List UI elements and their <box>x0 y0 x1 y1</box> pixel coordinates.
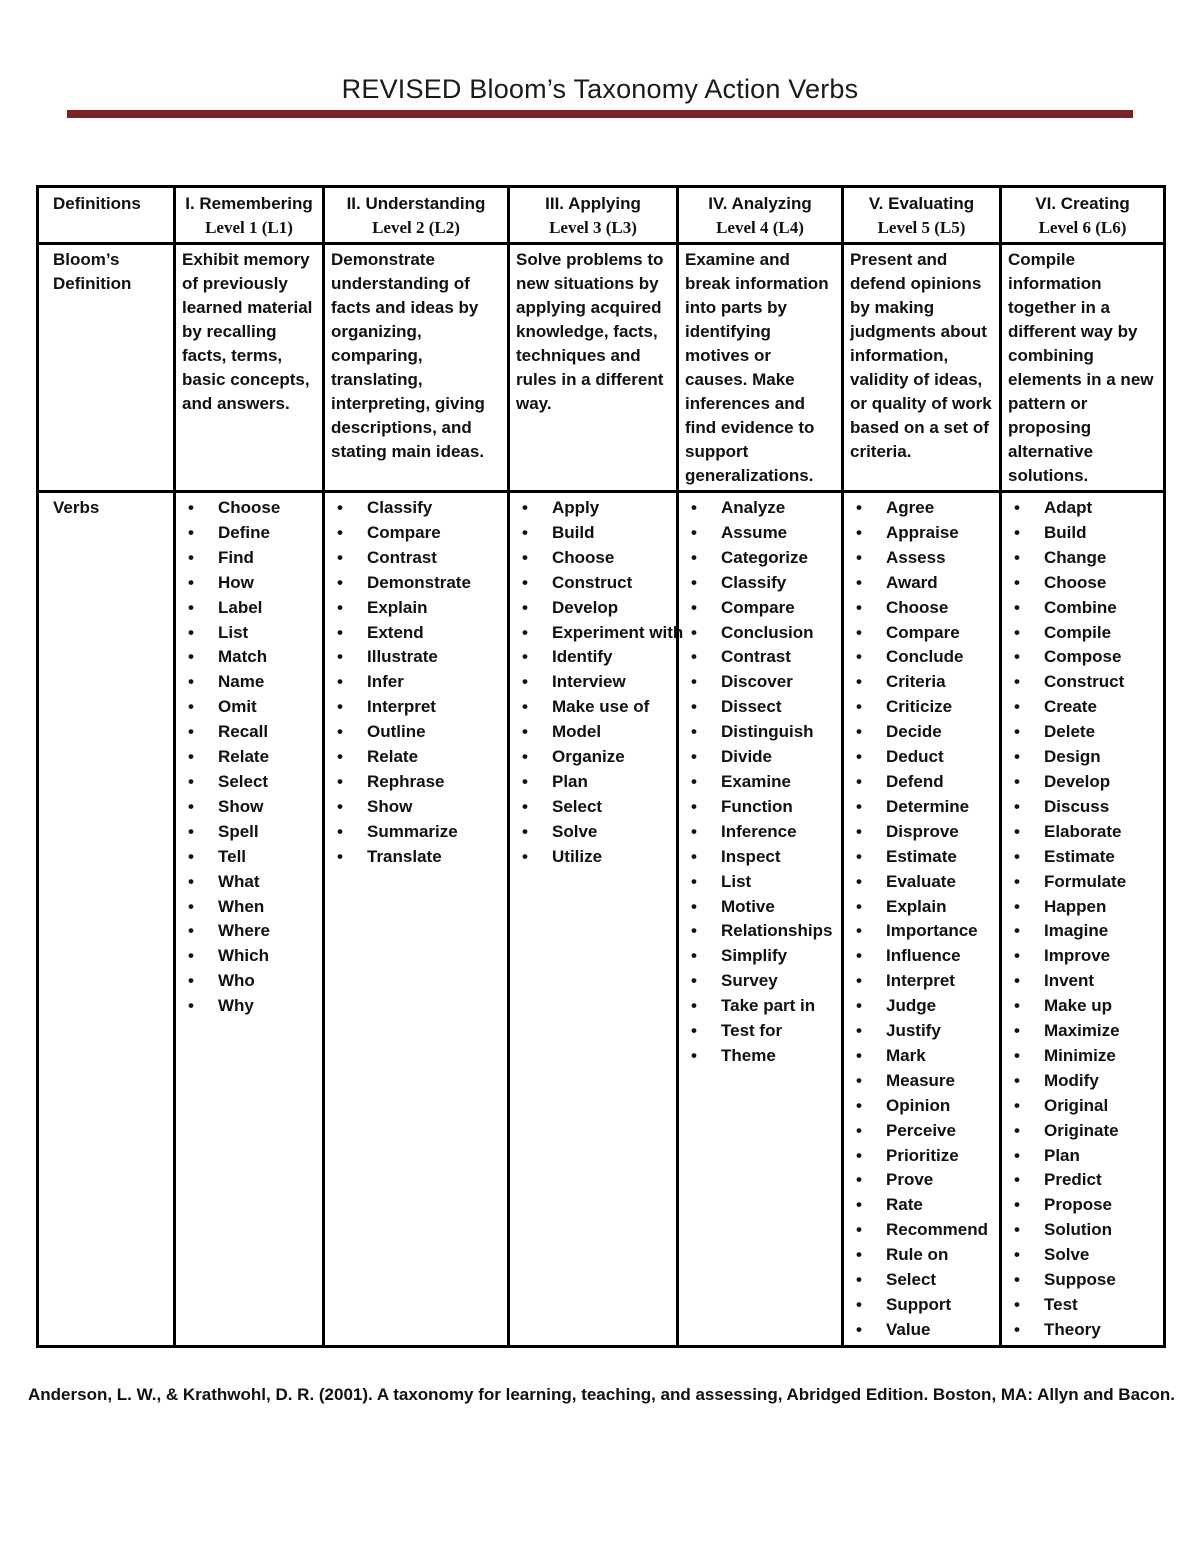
verb-item: • Spell <box>182 820 316 845</box>
verb-item: • Deduct <box>850 745 993 770</box>
level-number: Level 3 (L3) <box>549 218 637 237</box>
verbs-cell <box>1001 492 1165 1347</box>
level-header <box>509 187 678 244</box>
verb-list <box>685 496 835 1069</box>
verb-item: • Compose <box>1008 645 1157 670</box>
level-number: Level 1 (L1) <box>205 218 293 237</box>
verb-item: • Solution <box>1008 1218 1157 1243</box>
verb-item: • Show <box>182 795 316 820</box>
verb-item: • Disprove <box>850 820 993 845</box>
verb-item: • Discover <box>685 670 835 695</box>
level-header <box>324 187 509 244</box>
verb-item: • Suppose <box>1008 1268 1157 1293</box>
verb-item: • Test for <box>685 1019 835 1044</box>
verb-item: • Solve <box>516 820 670 845</box>
verb-item: • Select <box>182 770 316 795</box>
verb-item: • Classify <box>685 571 835 596</box>
verb-item: • Improve <box>1008 944 1157 969</box>
verb-item: • Distinguish <box>685 720 835 745</box>
verbs-row <box>38 492 1165 1347</box>
verb-item: • Original <box>1008 1094 1157 1119</box>
verb-item: • Choose <box>182 496 316 521</box>
verb-item: • Compare <box>850 621 993 646</box>
verb-item: • Show <box>331 795 501 820</box>
verb-item: • Estimate <box>850 845 993 870</box>
verb-item: • Importance <box>850 919 993 944</box>
verb-item: • Design <box>1008 745 1157 770</box>
verb-item: • Minimize <box>1008 1044 1157 1069</box>
verb-item: • Utilize <box>516 845 670 870</box>
definition-row-label: Bloom’s Definition <box>38 244 175 492</box>
level-name: VI. Creating <box>1035 194 1130 213</box>
verb-item: • Analyze <box>685 496 835 521</box>
verb-item: • Rate <box>850 1193 993 1218</box>
verb-list <box>516 496 684 870</box>
verb-item: • Recall <box>182 720 316 745</box>
level-number: Level 5 (L5) <box>877 218 966 237</box>
verb-item: • Extend <box>331 621 501 646</box>
verb-item: • Summarize <box>331 820 501 845</box>
level-definition: Demonstrate understanding of facts and ideas by organizing, comparing, translating, interpreting, giving descriptions, and stating main ideas. <box>324 244 509 492</box>
verb-item: • Apply <box>516 496 670 521</box>
level-definition: Exhibit memory of previously learned material by recalling facts, terms, basic concepts, and answers. <box>175 244 324 492</box>
verb-item: • Explain <box>850 895 993 920</box>
level-header <box>678 187 843 244</box>
verb-item: • Criticize <box>850 695 993 720</box>
verb-item: • Compare <box>331 521 501 546</box>
verb-item: • Relate <box>331 745 501 770</box>
verb-item: • Imagine <box>1008 919 1157 944</box>
level-name: IV. Analyzing <box>708 194 812 213</box>
verb-item: • Divide <box>685 745 835 770</box>
verb-item: • Build <box>1008 521 1157 546</box>
verb-item: • Defend <box>850 770 993 795</box>
verb-item: • Demonstrate <box>331 571 501 596</box>
verb-item: • Choose <box>1008 571 1157 596</box>
level-header <box>175 187 324 244</box>
verb-item: • Compile <box>1008 621 1157 646</box>
verb-item: • Where <box>182 919 316 944</box>
verb-item: • Plan <box>516 770 670 795</box>
verb-list <box>182 496 316 1019</box>
verb-item: • Omit <box>182 695 316 720</box>
verb-item: • How <box>182 571 316 596</box>
verb-item: • Label <box>182 596 316 621</box>
verb-item: • Construct <box>516 571 670 596</box>
verb-item: • What <box>182 870 316 895</box>
verb-item: • Conclude <box>850 645 993 670</box>
verb-item: • Influence <box>850 944 993 969</box>
verb-item: • Inspect <box>685 845 835 870</box>
verb-item: • Adapt <box>1008 496 1157 521</box>
verb-item: • Modify <box>1008 1069 1157 1094</box>
level-definition: Present and defend opinions by making judgments about information, validity of ideas, or quality of work based on a set of criteria. <box>843 244 1001 492</box>
verb-item: • Assess <box>850 546 993 571</box>
verb-item: • Determine <box>850 795 993 820</box>
corner-header: Definitions <box>38 187 175 244</box>
verb-item: • Award <box>850 571 993 596</box>
level-definition: Solve problems to new situations by applying acquired knowledge, facts, techniques and rules in a different way. <box>509 244 678 492</box>
verb-item: • Recommend <box>850 1218 993 1243</box>
title-underline-rule <box>67 110 1133 118</box>
verb-item: • Inference <box>685 820 835 845</box>
verb-item: • Develop <box>516 596 670 621</box>
level-name: V. Evaluating <box>868 194 975 213</box>
verb-item: • Decide <box>850 720 993 745</box>
header-row <box>38 187 1165 244</box>
verb-item: • Motive <box>685 895 835 920</box>
verb-item: • Outline <box>331 720 501 745</box>
verb-item: • Assume <box>685 521 835 546</box>
page-title: REVISED Bloom’s Taxonomy Action Verbs <box>341 74 859 104</box>
verb-item: • List <box>685 870 835 895</box>
verb-item: • Choose <box>850 596 993 621</box>
verb-item: • Dissect <box>685 695 835 720</box>
verb-item: • Prioritize <box>850 1144 993 1169</box>
verb-item: • Which <box>182 944 316 969</box>
verb-item: • Construct <box>1008 670 1157 695</box>
verb-item: • Contrast <box>331 546 501 571</box>
verb-item: • Test <box>1008 1293 1157 1318</box>
level-name: II. Understanding <box>346 194 486 213</box>
verb-item: • Evaluate <box>850 870 993 895</box>
verb-item: • Interview <box>516 670 670 695</box>
verb-item: • Invent <box>1008 969 1157 994</box>
verb-item: • Make up <box>1008 994 1157 1019</box>
verb-item: • List <box>182 621 316 646</box>
level-number: Level 4 (L4) <box>716 218 804 237</box>
verb-item: • Why <box>182 994 316 1019</box>
verb-item: • Find <box>182 546 316 571</box>
verb-item: • Select <box>516 795 670 820</box>
verb-item: • Compare <box>685 596 835 621</box>
verb-item: • Solve <box>1008 1243 1157 1268</box>
level-definition: Examine and break information into parts by identifying motives or causes. Make inferences and find evidence to support generalizations. <box>678 244 843 492</box>
verb-item: • Formulate <box>1008 870 1157 895</box>
level-definition: Compile information together in a different way by combining elements in a new pattern or proposing alternative solutions. <box>1001 244 1165 492</box>
verbs-row-label: Verbs <box>38 492 175 1347</box>
verb-item: • Propose <box>1008 1193 1157 1218</box>
citation: Anderson, L. W., & Krathwohl, D. R. (2001). A taxonomy for learning, teaching, and assessing, Abridged Edition. Boston, MA: Allyn and Bacon. <box>28 1385 1175 1404</box>
verb-item: • Choose <box>516 546 670 571</box>
level-header <box>843 187 1001 244</box>
verb-item: • Interpret <box>331 695 501 720</box>
verb-item: • Simplify <box>685 944 835 969</box>
verb-item: • Relationships <box>685 919 835 944</box>
verb-item: • Who <box>182 969 316 994</box>
verb-item: • Categorize <box>685 546 835 571</box>
verb-item: • Conclusion <box>685 621 835 646</box>
verbs-cell <box>324 492 509 1347</box>
verb-item: • Experiment with <box>516 621 670 646</box>
verb-list <box>331 496 501 870</box>
verb-item: • Discuss <box>1008 795 1157 820</box>
verb-list <box>1008 496 1157 1343</box>
verb-item: • Explain <box>331 596 501 621</box>
verb-item: • Agree <box>850 496 993 521</box>
verb-item: • Justify <box>850 1019 993 1044</box>
definition-row <box>38 244 1165 492</box>
verb-item: • Criteria <box>850 670 993 695</box>
verb-item: • Classify <box>331 496 501 521</box>
verb-item: • Prove <box>850 1168 993 1193</box>
verb-item: • Infer <box>331 670 501 695</box>
verb-item: • Happen <box>1008 895 1157 920</box>
verb-item: • When <box>182 895 316 920</box>
verb-item: • Estimate <box>1008 845 1157 870</box>
verb-item: • Judge <box>850 994 993 1019</box>
verb-item: • Match <box>182 645 316 670</box>
verb-item: • Translate <box>331 845 501 870</box>
verb-item: • Function <box>685 795 835 820</box>
verb-item: • Rule on <box>850 1243 993 1268</box>
verb-item: • Predict <box>1008 1168 1157 1193</box>
verbs-cell <box>843 492 1001 1347</box>
verb-item: • Opinion <box>850 1094 993 1119</box>
verb-item: • Examine <box>685 770 835 795</box>
verb-item: • Illustrate <box>331 645 501 670</box>
verbs-cell <box>175 492 324 1347</box>
verb-item: • Value <box>850 1318 993 1343</box>
verbs-cell <box>509 492 684 1347</box>
verb-item: • Theory <box>1008 1318 1157 1343</box>
verb-item: • Measure <box>850 1069 993 1094</box>
verb-list <box>850 496 993 1343</box>
verb-item: • Build <box>516 521 670 546</box>
verb-item: • Appraise <box>850 521 993 546</box>
verb-item: • Change <box>1008 546 1157 571</box>
verb-item: • Define <box>182 521 316 546</box>
verb-item: • Create <box>1008 695 1157 720</box>
level-number: Level 2 (L2) <box>372 218 460 237</box>
verb-item: • Rephrase <box>331 770 501 795</box>
taxonomy-table <box>36 185 1166 1348</box>
verb-item: • Develop <box>1008 770 1157 795</box>
verb-item: • Interpret <box>850 969 993 994</box>
verb-item: • Select <box>850 1268 993 1293</box>
verb-item: • Tell <box>182 845 316 870</box>
verb-item: • Delete <box>1008 720 1157 745</box>
verb-item: • Theme <box>685 1044 835 1069</box>
verb-item: • Plan <box>1008 1144 1157 1169</box>
verb-item: • Identify <box>516 645 670 670</box>
verb-item: • Perceive <box>850 1119 993 1144</box>
verb-item: • Relate <box>182 745 316 770</box>
verb-item: • Make use of <box>516 695 670 720</box>
verb-item: • Name <box>182 670 316 695</box>
verb-item: • Organize <box>516 745 670 770</box>
verb-item: • Support <box>850 1293 993 1318</box>
level-header <box>1001 187 1165 244</box>
verb-item: • Model <box>516 720 670 745</box>
verb-item: • Take part in <box>685 994 835 1019</box>
verbs-cell <box>678 492 843 1347</box>
verb-item: • Maximize <box>1008 1019 1157 1044</box>
verb-item: • Elaborate <box>1008 820 1157 845</box>
verb-item: • Contrast <box>685 645 835 670</box>
verb-item: • Originate <box>1008 1119 1157 1144</box>
level-name: III. Applying <box>545 194 641 213</box>
verb-item: • Combine <box>1008 596 1157 621</box>
verb-item: • Mark <box>850 1044 993 1069</box>
level-number: Level 6 (L6) <box>1038 218 1127 237</box>
level-name: I. Remembering <box>185 194 313 213</box>
verb-item: • Survey <box>685 969 835 994</box>
